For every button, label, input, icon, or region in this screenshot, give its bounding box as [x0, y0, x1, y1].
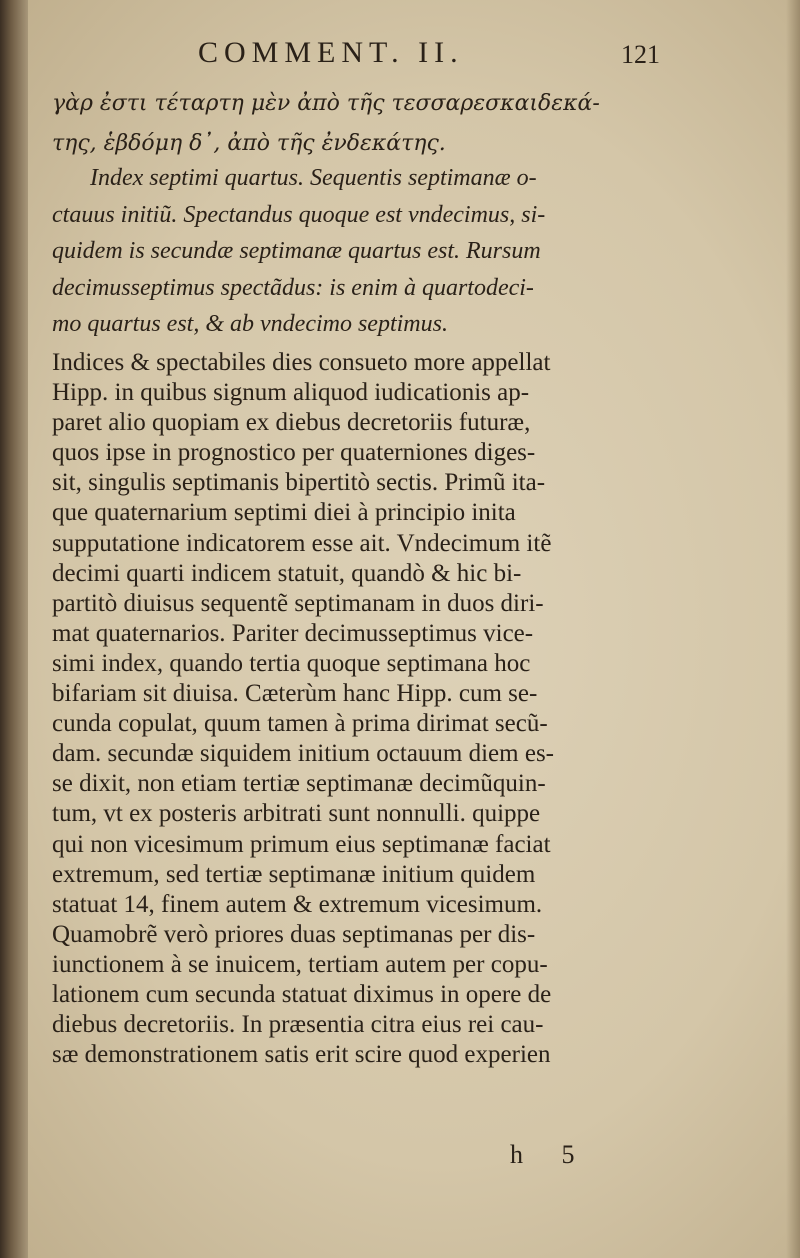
commentary-line: lationem cum secunda statuat diximus in opere de — [52, 980, 552, 1008]
commentary-line: tum, vt ex posteris arbitrati sunt nonnulli. quippe — [52, 800, 541, 828]
commentary-line: iunctionem à se inuicem, tertiam autem per copu- — [52, 950, 548, 978]
commentary-line: diebus decretoriis. In præsentia citra eius rei cau- — [52, 1011, 544, 1039]
commentary-line: simi index, quando tertia quoque septimana hoc — [52, 649, 531, 677]
commentary-line: extremum, sed tertiæ septimanæ initium quidem — [52, 860, 536, 888]
page-header — [50, 36, 660, 86]
commentary-line: mat quaternarios. Pariter decimusseptimus vice- — [52, 619, 534, 647]
commentary-line: bifariam sit diuisa. Cæterùm hanc Hipp. cum se- — [52, 680, 538, 708]
commentary-line: dam. secundæ siquidem initium octauum diem es- — [52, 740, 555, 768]
commentary-line: decimi quarti indicem statuit, quandò & hic bi- — [52, 559, 522, 587]
commentary-block — [52, 348, 652, 1070]
commentary-line: cunda copulat, quum tamen à prima dirimat secũ- — [52, 710, 548, 738]
commentary-line: supputatione indicatorem esse ait. Vndecimum itẽ — [52, 529, 552, 557]
commentary-line: que quaternarium septimi diei à principio inita — [52, 499, 516, 527]
page-edge — [786, 0, 800, 1258]
commentary-line: qui non vicesimum primum eius septimanæ faciat — [52, 830, 551, 858]
greek-line: γὰρ ἐστι τέταρτη μὲν ἀπὸ τῆς τεσσαρεσκαιδεκά- — [52, 91, 600, 116]
commentary-line: partitò diuisus sequentẽ septimanam in duos diri- — [52, 589, 544, 617]
translation-line: quidem is secundæ septimanæ quartus est. Rursum — [52, 238, 541, 265]
commentary-line: Quamobrẽ verò priores duas septimanas per dis- — [52, 920, 536, 948]
commentary-line: quos ipse in prognostico per quaterniones diges- — [52, 439, 536, 467]
commentary-line: sit, singulis septimanis bipertitò sectis. Primũ ita- — [52, 469, 546, 497]
commentary-line: paret alio quopiam ex diebus decretoriis futuræ, — [52, 409, 531, 437]
signature-mark: h 5 — [510, 1140, 591, 1169]
greek-line: της, ἑβδόμη δ᾽, ἀπὸ τῆς ἐνδεκάτης. — [52, 131, 446, 156]
commentary-line: Indices & spectabiles dies consueto more appellat — [52, 349, 551, 376]
commentary-line: Hipp. in quibus signum aliquod iudicationis ap- — [52, 379, 530, 407]
translation-line: mo quartus est, & ab vndecimo septimus. — [52, 311, 448, 338]
translation-line: decimusseptimus spectãdus: is enim à quartodeci- — [52, 274, 534, 301]
commentary-line: sæ demonstrationem satis erit scire quod experien — [52, 1041, 551, 1069]
running-title: COMMENT. II. — [198, 36, 464, 69]
commentary-line: statuat 14, finem autem & extremum vicesimum. — [52, 890, 543, 918]
commentary-line: se dixit, non etiam tertiæ septimanæ decimũquin- — [52, 770, 546, 798]
translation-line: ctauus initiũ. Spectandus quoque est vndecimus, si- — [52, 201, 546, 228]
binding-gutter — [0, 0, 28, 1258]
latin-translation-block — [52, 160, 652, 343]
greek-text-block — [52, 84, 652, 164]
page-number: 121 — [621, 40, 660, 69]
translation-line: Index septimi quartus. Sequentis septimanæ o- — [90, 165, 537, 191]
